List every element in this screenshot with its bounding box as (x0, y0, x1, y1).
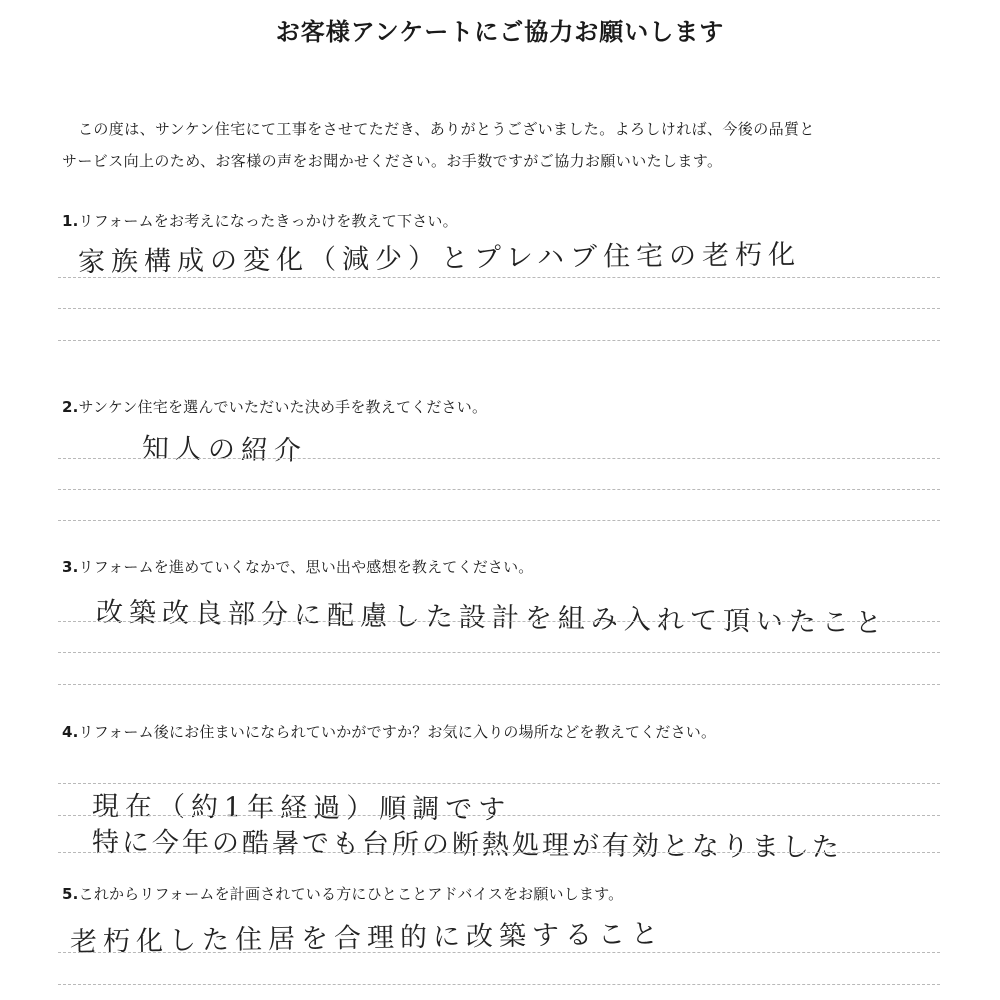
answer-rule (58, 458, 940, 459)
answer-rule (58, 520, 940, 521)
answer-rule (58, 652, 940, 653)
question-2 (62, 396, 487, 417)
answer-rule (58, 952, 940, 953)
handwritten-answer-2: 知人の紹介 (141, 433, 308, 467)
question-text: これからリフォームを計画されている方にひとことアドバイスをお願いします。 (78, 885, 624, 903)
question-text: サンケン住宅を選んでいただいた決め手を教えてください。 (78, 398, 488, 416)
answer-rule (58, 340, 940, 341)
answer-rule (58, 277, 940, 278)
intro-line-1: この度は、サンケン住宅にて工事をさせてただき、ありがとうございました。よろしければ、今後の品質と (78, 120, 815, 138)
question-1 (62, 210, 458, 231)
question-number: 1. (62, 212, 79, 230)
question-number: 3. (62, 558, 79, 576)
intro-line-2: サービス向上のため、お客様の声をお聞かせください。お手数ですがご協力お願いいたします。 (62, 152, 723, 170)
handwritten-answer-3: 改築改良部分に配慮した設計を組み入れて頂いたこと (95, 597, 889, 640)
answer-rule (58, 852, 940, 853)
answer-rule (58, 815, 940, 816)
handwritten-answer-5: 老朽化した住居を合理的に改築すること (69, 918, 665, 958)
question-number: 2. (62, 398, 79, 416)
handwritten-answer-4a: 現在（約1年経過）順調です (91, 791, 512, 826)
question-text: リフォームを進めていくなかで、思い出や感想を教えてください。 (78, 558, 534, 576)
question-text: リフォームをお考えになったきっかけを教えて下さい。 (78, 212, 458, 230)
answer-rule (58, 621, 940, 622)
answer-rule (58, 984, 940, 985)
answer-rule (58, 308, 940, 309)
question-text: リフォーム後にお住まいになられていかがですか？お気に入りの場所などを教えてください。 (78, 723, 717, 741)
handwritten-answer-1: 家族構成の変化（減少）とプレハブ住宅の老朽化 (77, 239, 802, 278)
answer-rule (58, 783, 940, 784)
question-number: 5. (62, 885, 79, 903)
answer-rule (58, 489, 940, 490)
answer-rule (58, 684, 940, 685)
question-5 (62, 883, 623, 904)
question-4 (62, 721, 716, 742)
question-3 (62, 556, 534, 577)
handwritten-answer-4b: 特に今年の酷暑でも台所の断熱処理が有効となりました (91, 827, 843, 864)
question-number: 4. (62, 723, 79, 741)
page-title: お客様アンケートにご協力お願いします (275, 18, 725, 46)
